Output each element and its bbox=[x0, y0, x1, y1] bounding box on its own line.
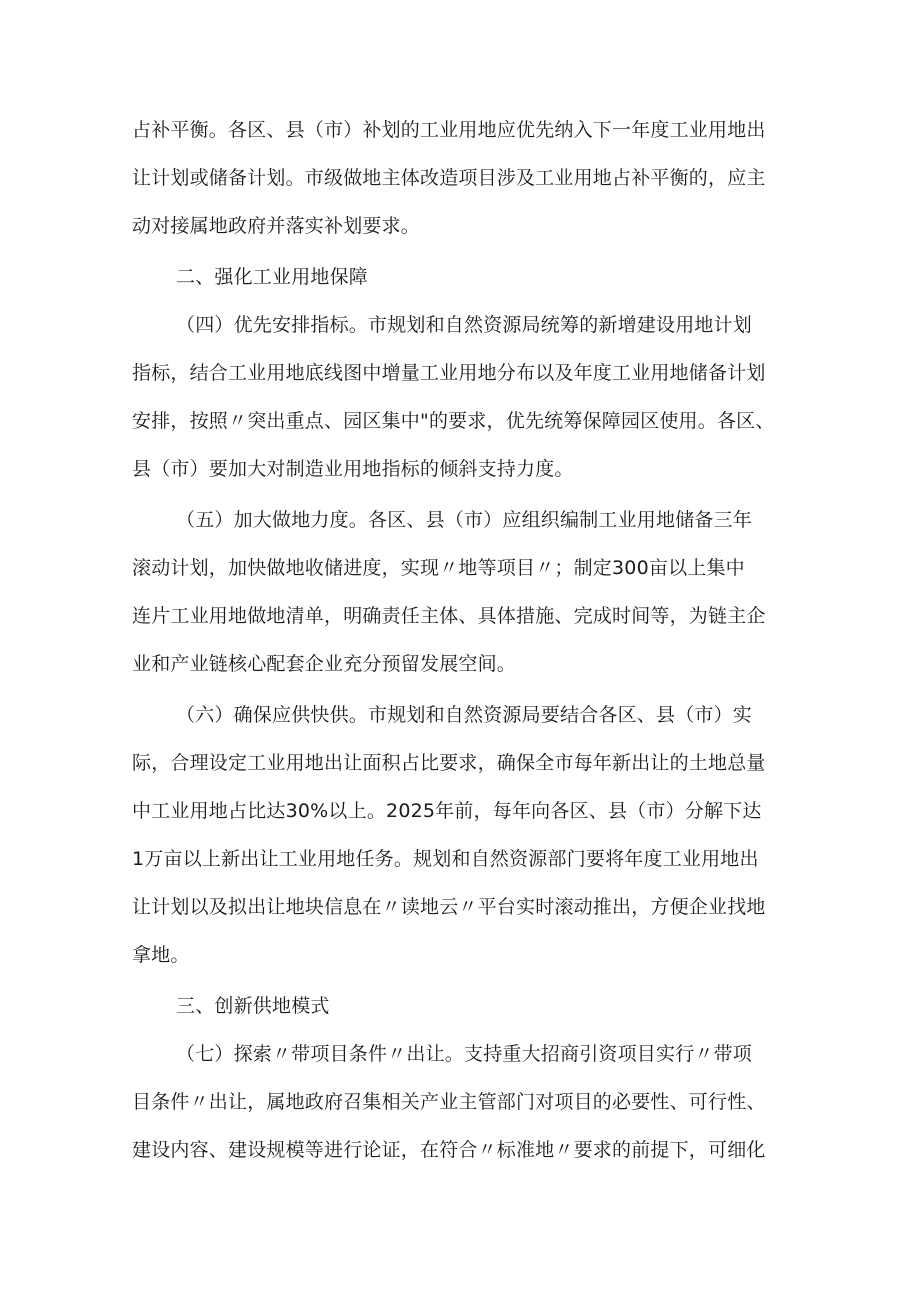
paragraph-line: 占补平衡。各区、县（市）补划的工业用地应优先纳入下一年度工业用地出 bbox=[132, 119, 766, 141]
paragraph-line: 际，合理设定工业用地出让面积占比要求，确保全市每年新出让的土地总量 bbox=[132, 752, 766, 774]
paragraph-line: （四）优先安排指标。市规划和自然资源局统筹的新增建设用地计划 bbox=[176, 314, 753, 336]
paragraph-line: 让计划或储备计划。市级做地主体改造项目涉及工业用地占补平衡的，应主 bbox=[132, 167, 766, 189]
paragraph-line: 动对接属地政府并落实补划要求。 bbox=[132, 215, 421, 237]
paragraph-line: （六）确保应供快供。市规划和自然资源局要结合各区、县（市）实 bbox=[176, 704, 753, 726]
paragraph-line: 指标，结合工业用地底线图中增量工业用地分布以及年度工业用地储备计划 bbox=[132, 362, 766, 384]
paragraph-line: 1万亩以上新出让工业用地任务。规划和自然资源部门要将年度工业用地出 bbox=[132, 848, 759, 870]
paragraph-line: 滚动计划，加快做地收储进度，实现〃地等项目〃；制定300亩以上集中 bbox=[132, 557, 745, 579]
paragraph-line: 建设内容、建设规模等进行论证，在符合〃标准地〃要求的前提下，可细化 bbox=[132, 1139, 766, 1161]
paragraph-line: 县（市）要加大对制造业用地指标的倾斜支持力度。 bbox=[132, 458, 574, 480]
section-heading: 三、创新供地模式 bbox=[176, 995, 330, 1017]
paragraph-line: 让计划以及拟出让地块信息在〃读地云〃平台实时滚动推出，方便企业找地 bbox=[132, 896, 766, 918]
paragraph-line: 连片工业用地做地清单，明确责任主体、具体措施、完成时间等，为链主企 bbox=[132, 605, 766, 627]
paragraph-line: 业和产业链核心配套企业充分预留发展空间。 bbox=[132, 653, 517, 675]
paragraph-line: 拿地。 bbox=[132, 944, 190, 966]
paragraph-line: 目条件〃出让，属地政府召集相关产业主管部门对项目的必要性、可行性、 bbox=[132, 1091, 766, 1113]
paragraph-line: （七）探索〃带项目条件〃出让。支持重大招商引资项目实行〃带项 bbox=[176, 1043, 753, 1065]
paragraph-line: 中工业用地占比达30%以上。2025年前，每年向各区、县（市）分解下达 bbox=[132, 800, 762, 822]
paragraph-line: 安排，按照〃突出重点、园区集中"的要求，优先统筹保障园区使用。各区、 bbox=[132, 410, 775, 432]
paragraph-line: （五）加大做地力度。各区、县（市）应组织编制工业用地储备三年 bbox=[176, 509, 753, 531]
section-heading: 二、强化工业用地保障 bbox=[176, 266, 369, 288]
